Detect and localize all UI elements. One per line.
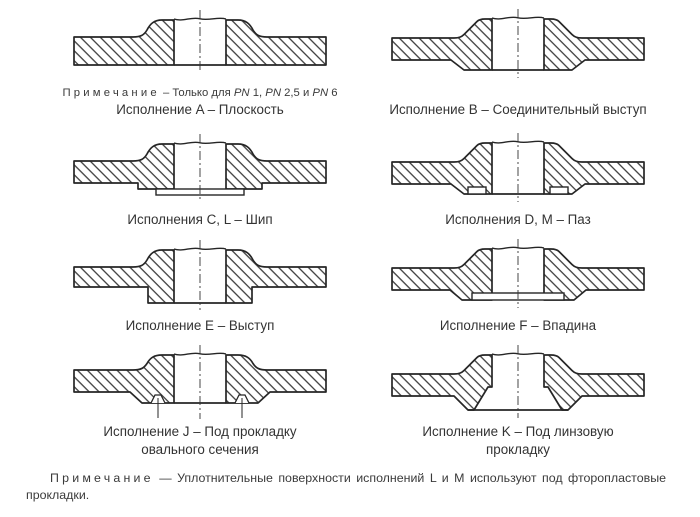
flange-cl-drawing (70, 130, 330, 210)
figure-j-caption-line2: овального сечения (141, 442, 259, 457)
figure-j-caption-line1: Исполнение J – Под прокладку (103, 424, 297, 439)
footnote: Примечание — Уплотнительные поверхности исполнений L и M используют под фторопластовые прокладки. (26, 471, 666, 502)
figure-k-caption-line2: прокладку (486, 442, 550, 457)
flange-dm-drawing (388, 130, 648, 210)
figure-b-caption: Исполнение B – Соединительный выступ (389, 102, 647, 117)
flange-cl-section (74, 144, 326, 189)
figure-k-caption-line1: Исполнение K – Под линзовую (422, 424, 614, 439)
figure-e-caption: Исполнение E – Выступ (125, 318, 275, 333)
figure-a-note: Примечание – Только для PN 1, PN 2,5 и PN 6 (62, 87, 338, 99)
flange-b-drawing (388, 6, 648, 86)
figure-k (368, 342, 668, 458)
figure-f (368, 236, 668, 342)
figure-b-note (368, 86, 668, 100)
figure-b (368, 6, 668, 130)
figure-cl-caption: Исполнения C, L – Шип (127, 212, 273, 227)
flange-e-drawing (70, 236, 330, 316)
flange-f-drawing (388, 236, 648, 316)
figure-dm-caption: Исполнения D, M – Паз (445, 212, 591, 227)
flange-a-drawing (70, 6, 330, 86)
figure-dm (368, 130, 668, 236)
flange-a-section (74, 20, 326, 65)
flange-k-drawing (388, 342, 648, 422)
figure-a (32, 6, 368, 130)
figure-e (32, 236, 368, 342)
flange-j-drawing (70, 342, 330, 422)
figure-cl (32, 130, 368, 236)
figure-a-caption: Исполнение A – Плоскость (116, 102, 284, 117)
figure-j (32, 342, 368, 458)
figure-f-caption: Исполнение F – Впадина (439, 318, 597, 333)
